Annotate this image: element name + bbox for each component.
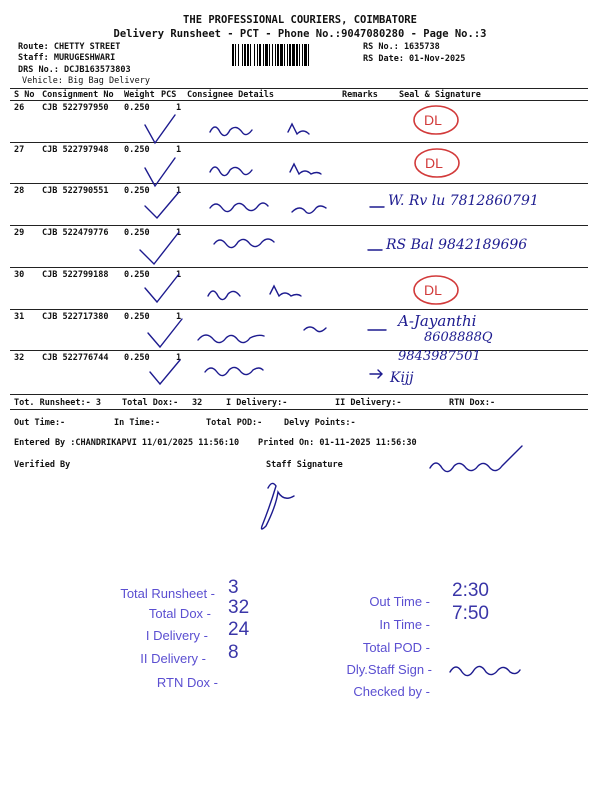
row-pcs: 1 [176,145,182,155]
check-mark-26 [145,115,175,143]
out-time-label: Out Time:- [14,418,66,428]
seal-31-phone: 8608888Q [424,330,493,345]
dl-stamp-30-text: DL [424,282,442,298]
total-dox-value: 32 [192,398,203,408]
stamp-left-value: 8 [228,642,239,663]
stamp-right-value: 7:50 [452,603,489,624]
row-weight: 0.250 [124,186,150,196]
total-dox-label: Total Dox:- [122,398,179,408]
row-pcs: 1 [176,353,182,363]
staff-signature-mark [262,483,295,529]
row-weight: 0.250 [124,228,150,238]
row-sno: 31 [14,312,25,322]
stamp-left-label: RTN Dox - [156,675,218,690]
dl-stamp-26-text: DL [424,112,442,128]
verifier-scribble [430,446,522,472]
row-consignment-no: CJB 522797950 [42,103,109,113]
sign-27b [290,164,321,174]
col-consignee: Consignee Details [187,90,274,100]
printed-on: Printed On: 01-11-2025 11:56:30 [258,438,417,448]
row-consignment-no: CJB 522479776 [42,228,109,238]
entered-by: Entered By :CHANDRIKAPVI 11/01/2025 11:56:10 [14,438,240,448]
sign-28b [292,206,326,213]
row-pcs: 1 [176,312,182,322]
sign-31b [304,327,326,332]
check-mark-29 [140,232,179,264]
row-sno: 26 [14,103,25,113]
check-mark-28 [145,192,179,218]
check-mark-27 [145,158,175,186]
stamp-left-label: Total Dox - [148,606,211,621]
route: Route: CHETTY STREET [18,42,121,52]
dly-staff-scribble [450,666,520,675]
seal-32-phone: 9843987501 [398,349,481,364]
row-sno: 32 [14,353,25,363]
tot-runsheet: Tot. Runsheet:- 3 [14,398,101,408]
staff-signature-label: Staff Signature [266,460,343,470]
vehicle: Vehicle: Big Bag Delivery [22,76,150,86]
col-remarks: Remarks [342,90,378,100]
stamp-right-label: Dly.Staff Sign - [346,662,432,677]
i-delivery-label: I Delivery:- [226,398,288,408]
row-weight: 0.250 [124,145,150,155]
row-pcs: 1 [176,103,182,113]
stamp-right-label: Checked by - [353,684,430,699]
sign-31a [198,335,264,343]
row-sno: 30 [14,270,25,280]
row-consignment-no: CJB 522717380 [42,312,109,322]
row-weight: 0.250 [124,270,150,280]
row-consignment-no: CJB 522776744 [42,353,109,363]
ii-delivery-label: II Delivery:- [335,398,402,408]
col-pcs: PCS [161,90,177,100]
arrow-32 [370,370,382,378]
row-pcs: 1 [176,228,182,238]
stamp-left-value: 24 [228,619,250,640]
seal-28-text: W. Rv lu 7812860791 [388,193,539,209]
seal-29-text: RS Bal 9842189696 [386,237,528,253]
delvy-points-label: Delvy Points:- [284,418,356,428]
row-pcs: 1 [176,186,182,196]
row-sno: 29 [14,228,25,238]
check-mark-32 [150,360,180,384]
company-title: THE PROFESSIONAL COURIERS, COIMBATORE [183,14,417,26]
in-time-label: In Time:- [114,418,161,428]
stamp-left-label: Total Runsheet - [120,586,215,601]
row-sno: 28 [14,186,25,196]
col-weight: Weight [124,90,155,100]
row-consignment-no: CJB 522797948 [42,145,109,155]
row-pcs: 1 [176,270,182,280]
sign-29 [214,239,274,248]
stamp-right-label: In Time - [379,617,430,632]
col-sno: S No [14,90,35,100]
drs-no: DRS No.: DCJB163573803 [18,65,131,75]
verified-by: Verified By [14,460,71,470]
sign-26a [210,127,252,136]
col-consignment: Consignment No [42,90,114,100]
row-sno: 27 [14,145,25,155]
runsheet-subtitle: Delivery Runsheet - PCT - Phone No.:9047080280 - Page No.:3 [113,28,487,40]
stamp-left-value: 32 [228,597,250,618]
row-consignment-no: CJB 522790551 [42,186,109,196]
rtn-dox-label: RTN Dox:- [449,398,496,408]
col-seal: Seal & Signature [399,90,481,100]
sign-30b [270,286,301,296]
check-mark-30 [145,274,179,302]
stamp-left-label: II Delivery - [140,651,206,666]
sign-27a [210,167,252,176]
rs-no: RS No.: 1635738 [363,42,440,52]
seal-31-name: A-Jayanthi [398,312,477,330]
row-weight: 0.250 [124,103,150,113]
rs-date: RS Date: 01-Nov-2025 [363,54,466,64]
sign-26b [288,124,309,134]
stamp-left-value: 3 [228,577,239,598]
seal-32-sign: Kijj [390,370,414,386]
row-consignment-no: CJB 522799188 [42,270,109,280]
stamp-right-value: 2:30 [452,580,489,601]
total-pod-label: Total POD:- [206,418,263,428]
row-weight: 0.250 [124,312,150,322]
row-weight: 0.250 [124,353,150,363]
sign-28a [210,203,268,212]
sign-32 [205,367,263,375]
sign-30a [208,291,240,300]
check-mark-31 [148,319,182,347]
staff: Staff: MURUGESHWARI [18,53,116,63]
stamp-right-label: Total POD - [362,640,430,655]
stamp-right-label: Out Time - [369,594,430,609]
dl-stamp-27-text: DL [425,155,443,171]
stamp-left-label: I Delivery - [145,628,208,643]
